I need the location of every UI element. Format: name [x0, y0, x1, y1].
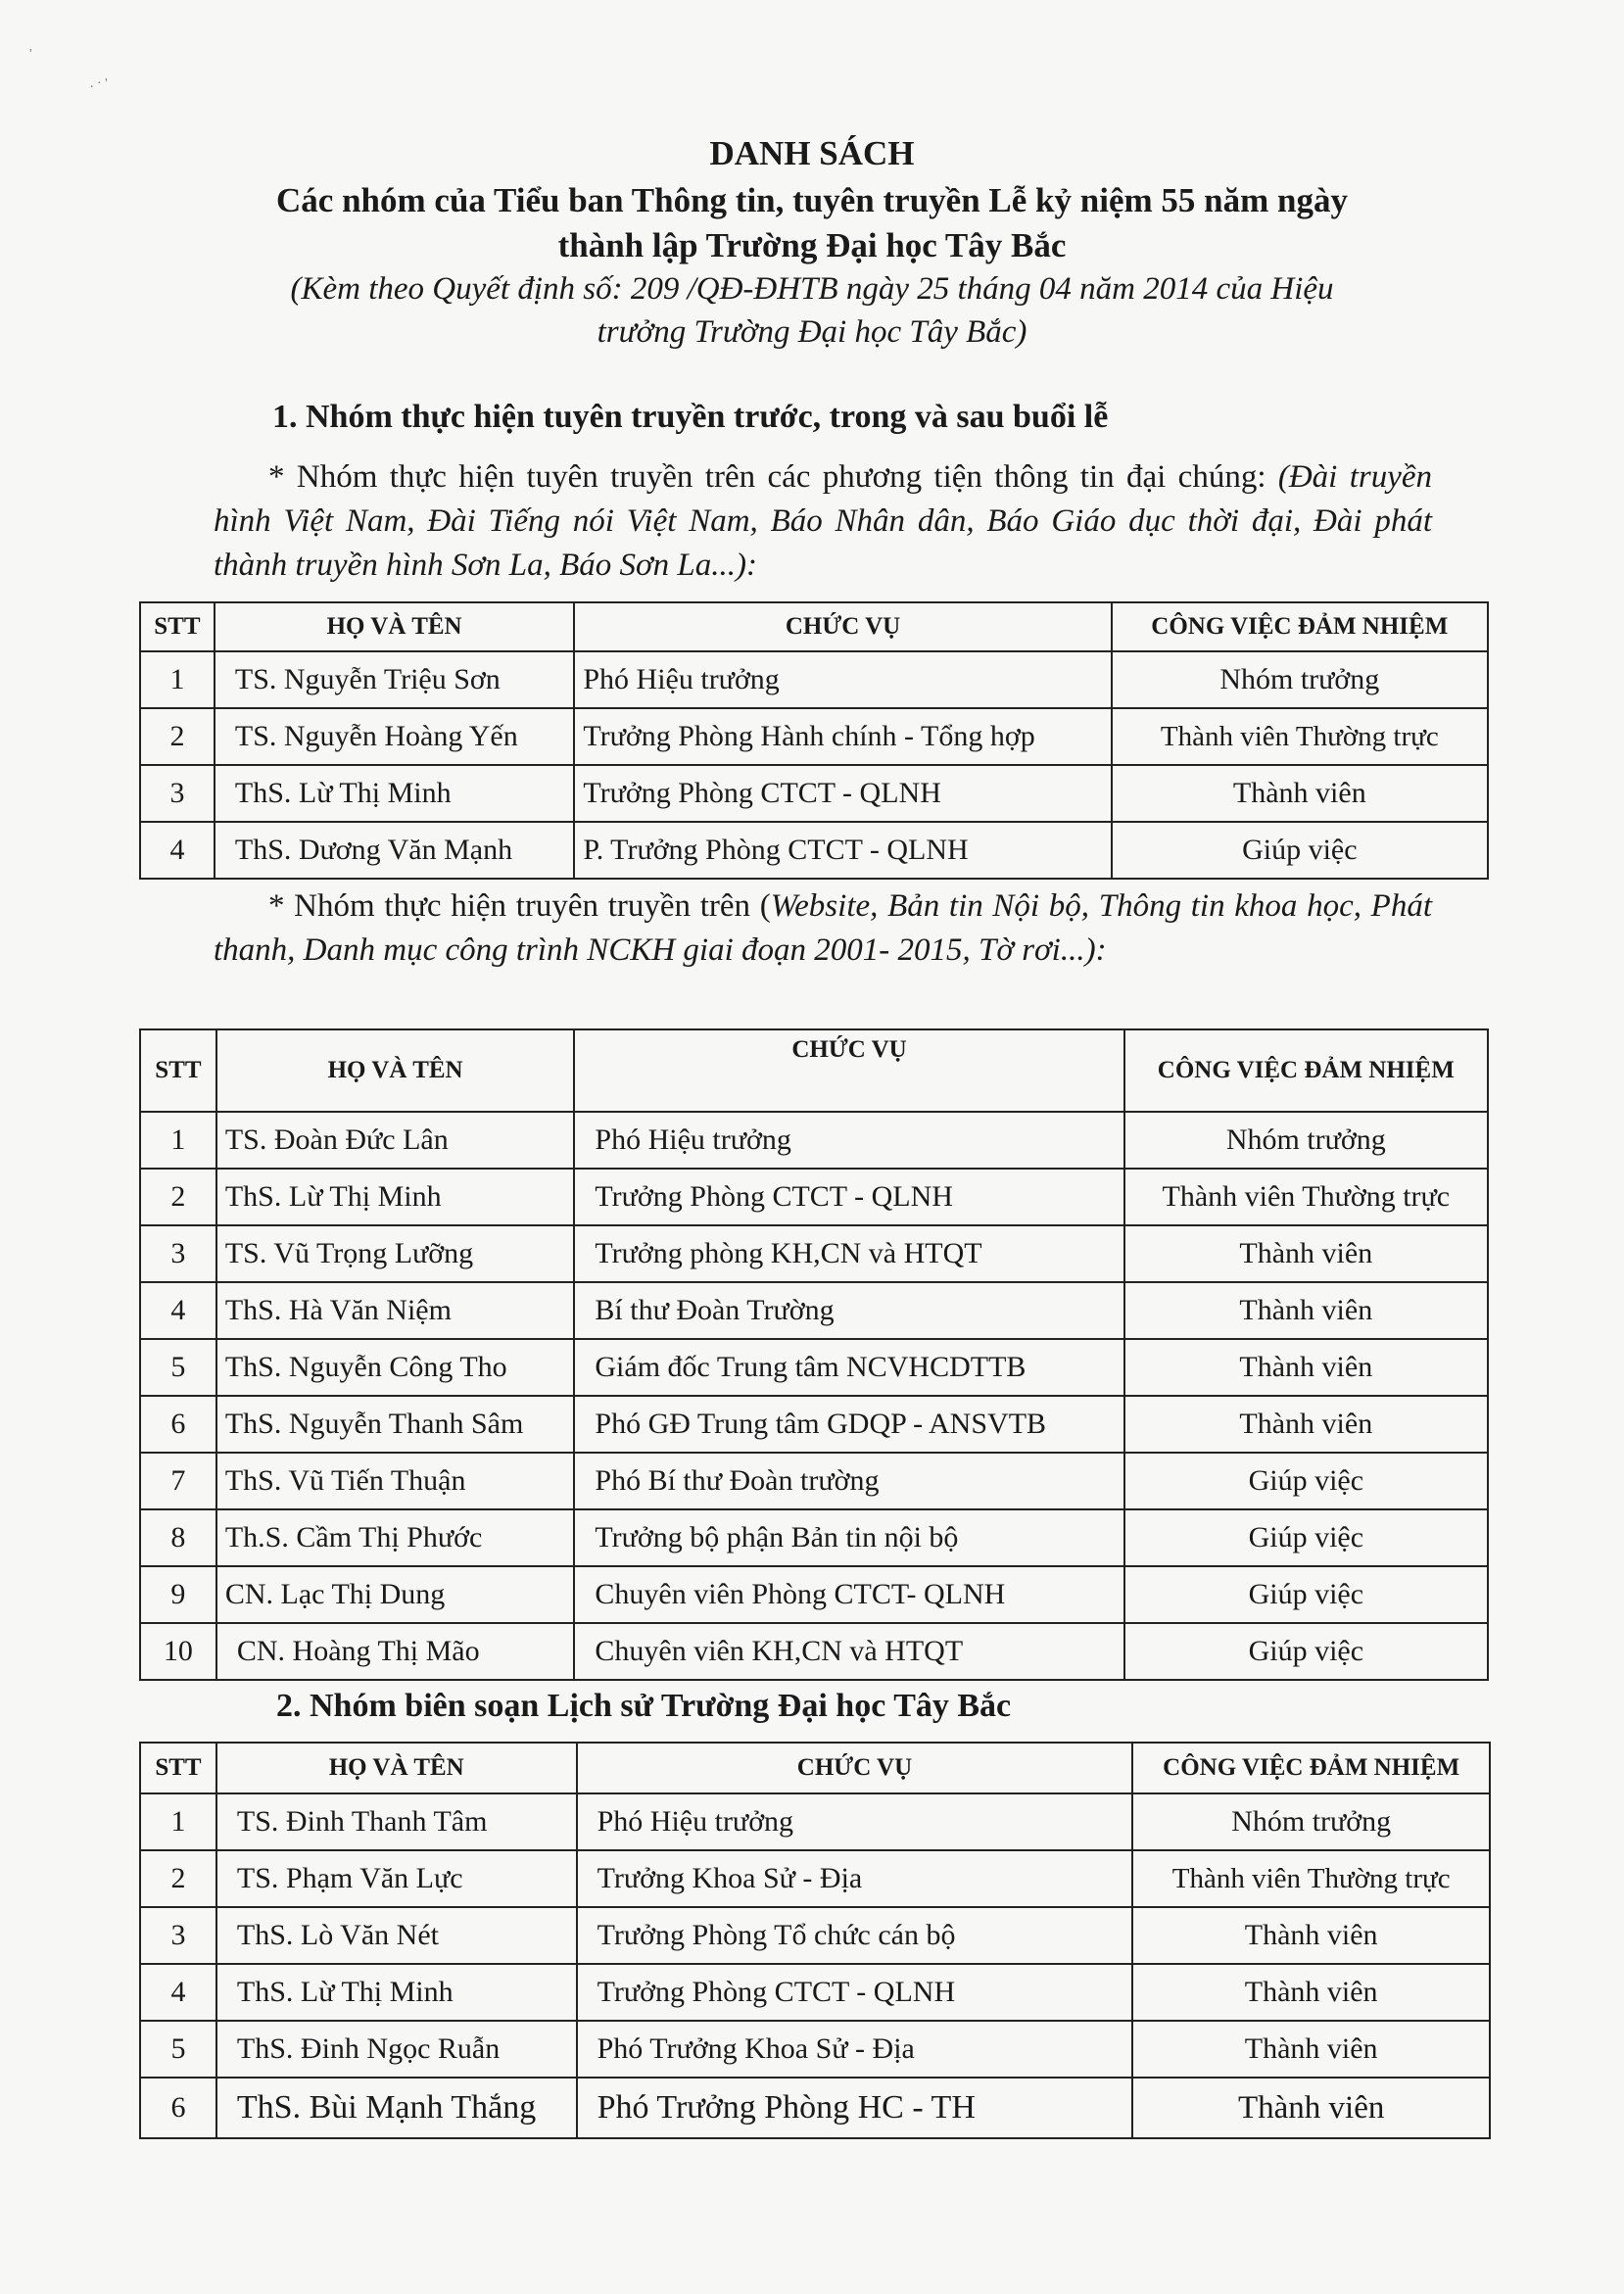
cell-position: Trưởng Phòng CTCT - QLNH: [577, 1964, 1133, 2021]
cell-role: Thành viên: [1124, 1396, 1488, 1453]
members-table: [139, 1742, 1491, 2139]
table-row: [140, 1509, 1488, 1566]
scan-speck: ': [29, 47, 32, 62]
cell-stt: 2: [140, 1169, 216, 1225]
table-row: [140, 1396, 1488, 1453]
cell-role: Thành viên Thường trực: [1132, 1850, 1490, 1907]
group-lead: * Nhóm thực hiện truyên truyền trên (: [268, 888, 771, 924]
table-row: [140, 708, 1488, 765]
table-row: [140, 1112, 1488, 1169]
document-subtitle: Các nhóm của Tiểu ban Thông tin, tuyên truyền Lễ kỷ niệm 55 năm ngày: [276, 181, 1348, 219]
cell-name: TS. Đoàn Đức Lân: [216, 1112, 575, 1169]
cell-position: Trưởng phòng KH,CN và HTQT: [574, 1225, 1123, 1282]
column-header-role: CÔNG VIỆC ĐẢM NHIỆM: [1124, 1029, 1488, 1112]
column-header-position: CHỨC VỤ: [574, 602, 1111, 651]
cell-role: Nhóm trưởng: [1132, 1793, 1490, 1850]
table-row: [140, 1225, 1488, 1282]
cell-stt: 9: [140, 1566, 216, 1623]
cell-stt: 6: [140, 2078, 216, 2138]
group-detail: Website, Bản tin Nội bộ, Thông tin khoa học, Phát thanh, Danh mục công trình NCKH giai đoạn 2001- 2015, Tờ rơi...):: [214, 888, 1433, 968]
cell-stt: 3: [140, 1225, 216, 1282]
table-row: [140, 1453, 1488, 1509]
cell-name: CN. Hoàng Thị Mão: [216, 1623, 575, 1680]
table-header-row: [140, 602, 1488, 651]
cell-name: CN. Lạc Thị Dung: [216, 1566, 575, 1623]
column-header-name: HỌ VÀ TÊN: [215, 602, 574, 651]
cell-stt: 2: [140, 708, 215, 765]
cell-role: Thành viên: [1124, 1282, 1488, 1339]
cell-name: ThS. Lừ Thị Minh: [215, 765, 574, 822]
scan-speck: . · ': [90, 76, 108, 91]
section-heading: 1. Nhóm thực hiện tuyên truyền trước, trong và sau buổi lễ: [272, 399, 1109, 435]
cell-stt: 8: [140, 1509, 216, 1566]
cell-name: TS. Vũ Trọng Lưỡng: [216, 1225, 575, 1282]
cell-stt: 1: [140, 1793, 216, 1850]
table-row: [140, 651, 1488, 708]
members-table: [139, 601, 1489, 880]
cell-position: Phó Hiệu trưởng: [574, 651, 1111, 708]
decision-reference: (Kèm theo Quyết định số: 209 /QĐ-ĐHTB ngày 25 tháng 04 năm 2014 của Hiệu: [290, 271, 1334, 307]
group-description: [214, 884, 1432, 973]
table-header-row: [140, 1743, 1490, 1793]
cell-name: ThS. Vũ Tiến Thuận: [216, 1453, 575, 1509]
cell-position: Trưởng Phòng Hành chính - Tổng hợp: [574, 708, 1111, 765]
column-header-name: HỌ VÀ TÊN: [216, 1029, 575, 1112]
cell-name: TS. Đinh Thanh Tâm: [216, 1793, 577, 1850]
table-row: [140, 822, 1488, 879]
document-subtitle: thành lập Trường Đại học Tây Bắc: [557, 226, 1067, 264]
cell-position: P. Trưởng Phòng CTCT - QLNH: [574, 822, 1111, 879]
cell-stt: 5: [140, 1339, 216, 1396]
table-row: [140, 1907, 1490, 1964]
cell-position: Chuyên viên Phòng CTCT- QLNH: [574, 1566, 1123, 1623]
table-row: [140, 2021, 1490, 2078]
section-heading: 2. Nhóm biên soạn Lịch sử Trường Đại học Tây Bắc: [276, 1688, 1012, 1724]
cell-role: Thành viên: [1132, 2078, 1490, 2138]
table-row: [140, 1282, 1488, 1339]
cell-role: Nhóm trưởng: [1124, 1112, 1488, 1169]
cell-name: ThS. Hà Văn Niệm: [216, 1282, 575, 1339]
column-header-stt: STT: [140, 602, 215, 651]
cell-name: ThS. Nguyễn Công Tho: [216, 1339, 575, 1396]
cell-position: Bí thư Đoàn Trường: [574, 1282, 1123, 1339]
table-row: [140, 1566, 1488, 1623]
column-header-position: CHỨC VỤ: [574, 1029, 1123, 1112]
column-header-stt: STT: [140, 1743, 216, 1793]
table-row: [140, 1339, 1488, 1396]
cell-stt: 5: [140, 2021, 216, 2078]
cell-stt: 3: [140, 1907, 216, 1964]
table-row: [140, 2078, 1490, 2138]
cell-role: Giúp việc: [1124, 1453, 1488, 1509]
cell-name: ThS. Lừ Thị Minh: [216, 1964, 577, 2021]
cell-name: ThS. Lò Văn Nét: [216, 1907, 577, 1964]
cell-role: Giúp việc: [1112, 822, 1488, 879]
cell-position: Phó Hiệu trưởng: [574, 1112, 1123, 1169]
cell-position: Chuyên viên KH,CN và HTQT: [574, 1623, 1123, 1680]
cell-position: Phó Trưởng Khoa Sử - Địa: [577, 2021, 1133, 2078]
column-header-position: CHỨC VỤ: [577, 1743, 1133, 1793]
table-row: [140, 765, 1488, 822]
members-table: [139, 1028, 1489, 1681]
cell-stt: 1: [140, 651, 215, 708]
cell-name: TS. Nguyễn Triệu Sơn: [215, 651, 574, 708]
cell-name: ThS. Nguyễn Thanh Sâm: [216, 1396, 575, 1453]
cell-position: Trưởng Phòng CTCT - QLNH: [574, 765, 1111, 822]
cell-role: Thành viên: [1132, 1907, 1490, 1964]
cell-name: ThS. Bùi Mạnh Thắng: [216, 2078, 577, 2138]
cell-position: Phó Hiệu trưởng: [577, 1793, 1133, 1850]
cell-name: ThS. Lừ Thị Minh: [216, 1169, 575, 1225]
cell-stt: 4: [140, 1964, 216, 2021]
table-row: [140, 1964, 1490, 2021]
column-header-stt: STT: [140, 1029, 216, 1112]
cell-role: Thành viên: [1112, 765, 1488, 822]
table-header-row: [140, 1029, 1488, 1112]
table-row: [140, 1169, 1488, 1225]
decision-reference: trưởng Trường Đại học Tây Bắc): [597, 314, 1027, 350]
cell-stt: 4: [140, 1282, 216, 1339]
cell-role: Thành viên Thường trực: [1112, 708, 1488, 765]
cell-role: Thành viên Thường trực: [1124, 1169, 1488, 1225]
cell-position: Trưởng bộ phận Bản tin nội bộ: [574, 1509, 1123, 1566]
cell-position: Phó Bí thư Đoàn trường: [574, 1453, 1123, 1509]
document-title: DANH SÁCH: [709, 134, 915, 172]
cell-position: Giám đốc Trung tâm NCVHCDTTB: [574, 1339, 1123, 1396]
cell-name: ThS. Đinh Ngọc Ruẫn: [216, 2021, 577, 2078]
cell-role: Nhóm trưởng: [1112, 651, 1488, 708]
cell-stt: 4: [140, 822, 215, 879]
column-header-name: HỌ VÀ TÊN: [216, 1743, 577, 1793]
cell-role: Giúp việc: [1124, 1566, 1488, 1623]
cell-role: Giúp việc: [1124, 1623, 1488, 1680]
column-header-role: CÔNG VIỆC ĐẢM NHIỆM: [1112, 602, 1488, 651]
group-lead: * Nhóm thực hiện tuyên truyền trên các phương tiện thông tin đại chúng:: [268, 459, 1266, 495]
cell-stt: 7: [140, 1453, 216, 1509]
cell-role: Giúp việc: [1124, 1509, 1488, 1566]
cell-position: Trưởng Phòng CTCT - QLNH: [574, 1169, 1123, 1225]
cell-stt: 2: [140, 1850, 216, 1907]
cell-position: Trưởng Phòng Tổ chức cán bộ: [577, 1907, 1133, 1964]
cell-position: Phó GĐ Trung tâm GDQP - ANSVTB: [574, 1396, 1123, 1453]
cell-role: Thành viên: [1124, 1225, 1488, 1282]
group-detail: (Đài truyền hình Việt Nam, Đài Tiếng nói Việt Nam, Báo Nhân dân, Báo Giáo dục thời đại, Đài phát thành truyền hình Sơn La, Báo Sơn La...):: [214, 459, 1432, 583]
column-header-role: CÔNG VIỆC ĐẢM NHIỆM: [1132, 1743, 1490, 1793]
table-row: [140, 1623, 1488, 1680]
table-row: [140, 1793, 1490, 1850]
cell-stt: 1: [140, 1112, 216, 1169]
group-description: [214, 455, 1432, 588]
cell-stt: 6: [140, 1396, 216, 1453]
cell-name: TS. Nguyễn Hoàng Yến: [215, 708, 574, 765]
cell-name: ThS. Dương Văn Mạnh: [215, 822, 574, 879]
cell-role: Thành viên: [1124, 1339, 1488, 1396]
cell-position: Trưởng Khoa Sử - Địa: [577, 1850, 1133, 1907]
cell-name: TS. Phạm Văn Lực: [216, 1850, 577, 1907]
cell-stt: 3: [140, 765, 215, 822]
cell-name: Th.S. Cầm Thị Phước: [216, 1509, 575, 1566]
cell-role: Thành viên: [1132, 2021, 1490, 2078]
cell-position: Phó Trưởng Phòng HC - TH: [577, 2078, 1133, 2138]
cell-stt: 10: [140, 1623, 216, 1680]
cell-role: Thành viên: [1132, 1964, 1490, 2021]
table-row: [140, 1850, 1490, 1907]
